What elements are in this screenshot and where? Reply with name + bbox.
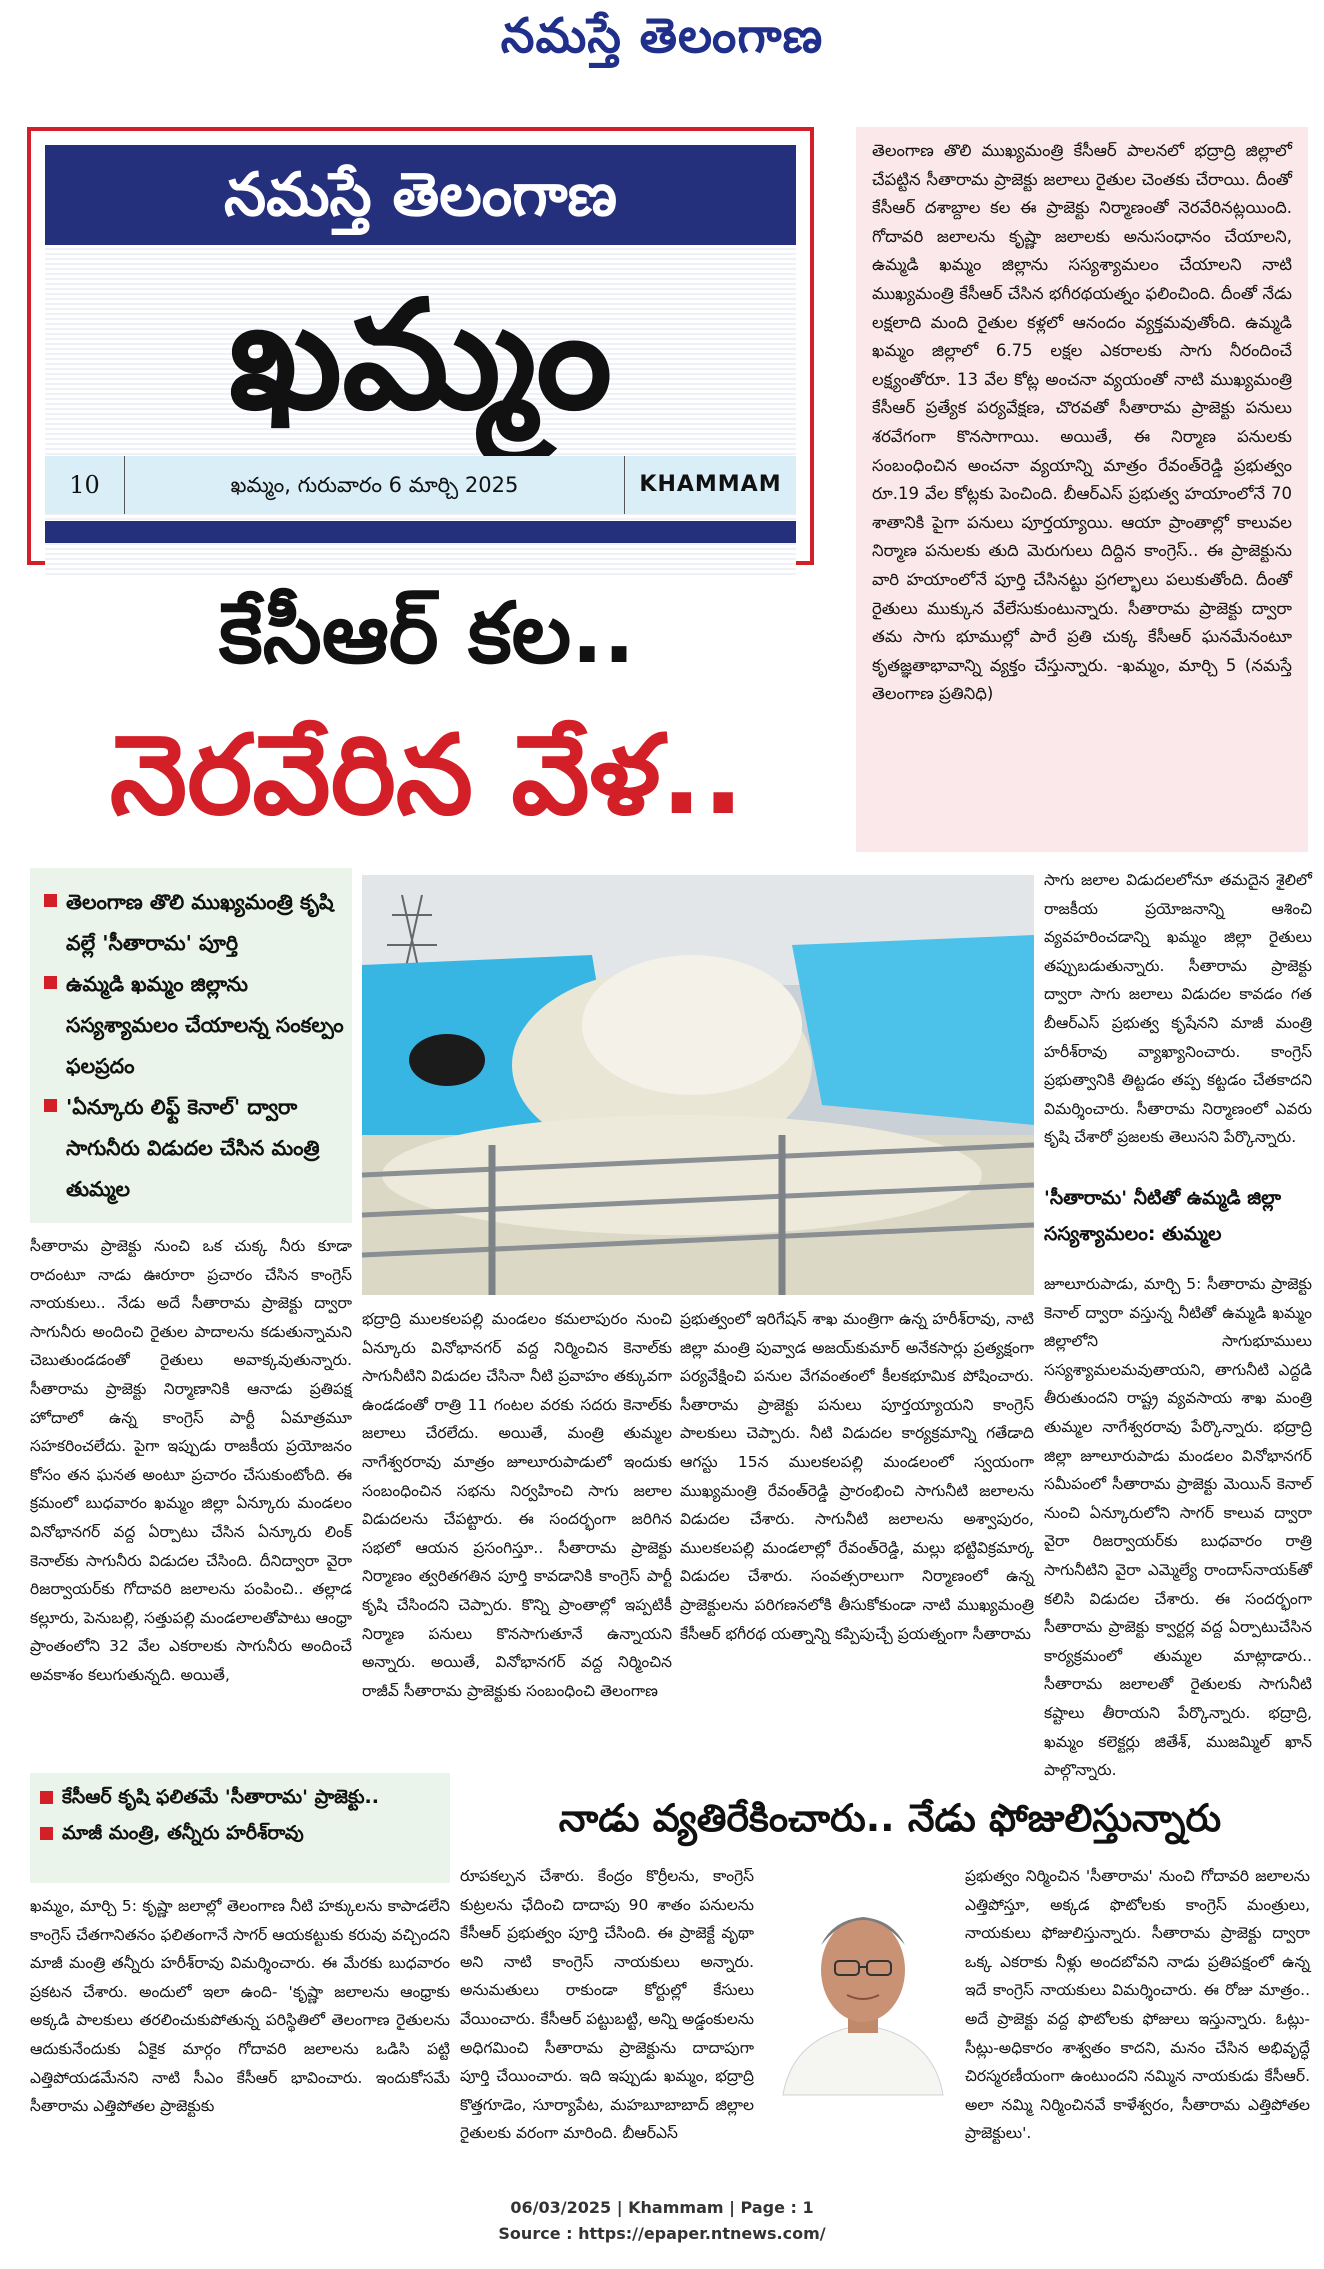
masthead-info-bar — [45, 456, 796, 514]
highlight-item: తెలంగాణ తొలి ముఖ్యమంత్రి కృషి వల్లే 'సీతారామ' పూర్తి — [42, 882, 344, 964]
article-column-3: ప్రభుత్వంలో ఇరిగేషన్ శాఖ మంత్రిగా ఉన్న హరీశ్‌రావు, నాటి జిల్లా మంత్రి పువ్వాడ అజయ్‌కుమార్ అనేకసార్లు ప్రత్యక్షంగా పర్యవేక్షించి పనుల వేగవంతంలో కీలకభూమిక పోషించారు. సీతారామ ప్రాజెక్టు పనులు పూర్తయ్యాయని కాంగ్రెస్ పాలకులు చెప్పారు. నీటి విడుదల కార్యక్రమాన్ని గతేడాది ఆగస్టు 15న ములకలపల్లి మండలంలో స్వయంగా ముఖ్యమంత్రి రేవంత్‌రెడ్డి ప్రారంభించి సాగునీటి జలాలను విడుదల చేశారు. సాగునీటి జలాలను అశ్వాపురం, ములకలపల్లి మండలాల్లో రేవంత్‌రెడ్డి, మల్లు భట్టివిక్రమార్క విడుదల చేశారు. సంవత్సరాలుగా నిర్మాణంలో ఉన్న ప్రాజెక్టులను పరిగణనలోకి తీసుకోకుండా నాటి ముఖ్యమంత్రి కేసీఆర్ భగీరథ యత్నాన్ని కప్పిపుచ్చే ప్రయత్నంగా సీతారామ — [680, 1310, 1034, 1643]
edition-name-en: KHAMMAM — [639, 472, 782, 497]
edition-date: ఖమ్మం, గురువారం 6 మార్చి 2025 — [125, 456, 625, 514]
article-column-1: సీతారామ ప్రాజెక్టు నుంచి ఒక చుక్క నీరు కూడా రాదంటూ నాడు ఊరూరా ప్రచారం చేసిన కాంగ్రెస్ నాయకులు.. నేడు అదే సీతారామ ప్రాజెక్టు ద్వారా సాగునీరు అందించి రైతుల పాదాలను కడుతున్నామని చెబుతుండడంతో రైతులు అవాక్కవుతున్నారు. సీతారామ ప్రాజెక్టు నిర్మాణానికి ఆనాడు ప్రతిపక్ష హోదాలో ఉన్న కాంగ్రెస్ పార్టీ ఏమాత్రమూ సహకరించలేదు. పైగా ఇప్పుడు రాజకీయ ప్రయోజనం కోసం తన ఘనత అంటూ ప్రచారం చేసుకుంటోంది. ఈ క్రమంలో బుధవారం ఖమ్మం జిల్లా ఏన్కూరు మండలం వినోభానగర్ వద్ద ఏర్పాటు చేసిన ఏన్కూరు లింక్ కెనాల్‌కు సాగునీరు విడుదల చేసింది. దీనిద్వారా వైరా రిజర్వాయర్‌కు గోదావరి జలాలను పంపించి.. తల్లాడ కల్లూరు, పెనుబల్లి, సత్తుపల్లి మండలాలతోపాటు ఆంధ్రా ప్రాంతంలోని 32 వేల ఎకరాలకు సాగునీరు అందించే అవకాశం కలుగుతున్నది. అయితే, — [30, 1237, 352, 1684]
bottom-column-1: ఖమ్మం, మార్చి 5: కృష్ణా జలాల్లో తెలంగాణ నీటి హక్కులను కాపాడలేని కాంగ్రెస్ చేతగానితనం ఫలితంగానే సాగర్ ఆయకట్టుకు కరువు వచ్చిందని మాజీ మంత్రి తన్నీరు హరీశ్‌రావు విమర్శించారు. ఈ మేరకు బుధవారం ప్రకటన చేశారు. అందులో ఇలా ఉంది- 'కృష్ణా జలాలను ఆంధ్రాకు అక్కడి పాలకులు తరలించుకుపోతున్న పరిస్థితిలో తెలంగాణ రైతులను ఆదుకునేందుకు ఏకైక మార్గం గోదావరి జలాలను ఒడిసి పట్టి ఎత్తిపోయడమేనని నాటి సీఎం కేసీఆర్ భావించారు. ఇందుకోసమే సీతారామ ఎత్తిపోతల ప్రాజెక్టుకు — [30, 1897, 450, 2116]
page-number: 10 — [45, 456, 125, 514]
highlight-item: 'ఏన్కూరు లిఫ్ట్ కెనాల్' ద్వారా సాగునీరు విడుదల చేసిన మంత్రి తుమ్మల — [42, 1087, 344, 1210]
highlight-item: మాజీ మంత్రి, తన్నీరు హరీశ్‌రావు — [38, 1815, 444, 1851]
article-column-4b: జూలూరుపాడు, మార్చి 5: సీతారామ ప్రాజెక్టు కెనాల్ ద్వారా వస్తున్న నీటితో ఉమ్మడి ఖమ్మం జిల్లాలోని సాగుభూములు సస్యశ్యామలమవుతాయని, తాగునీటి ఎద్దడి తీరుతుందని రాష్ట్ర వ్యవసాయ శాఖ మంత్రి తుమ్మల నాగేశ్వరరావు పేర్కొన్నారు. భద్రాద్రి జిల్లా జూలూరుపాడు మండలం వినోభానగర్ సమీపంలో సీతారామ ప్రాజెక్టు మెయిన్ కెనాల్ నుంచి ఏన్కూరులోని సాగర్ కాలువ ద్వారా వైరా రిజర్వాయర్‌కు బుధవారం రాత్రి సాగునీటిని వైరా ఎమ్మెల్యే రాందాస్‌నాయక్‌తో కలిసి విడుదల చేశారు. ఈ సందర్భంగా సీతారామ ప్రాజెక్టు క్వార్టర్ల వద్ద ఏర్పాటుచేసిన కార్యక్రమంలో తుమ్మల మాట్లాడారు.. సీతారామ జలాలతో రైతులకు సాగునీటి కష్టాలు తీరాయని పేర్కొన్నారు. భద్రాద్రి, ఖమ్మం కలెక్టర్లు జితేశ్, ముజమ్మిల్ ఖాన్ పాల్గొన్నారు. — [1044, 1275, 1312, 1780]
masthead-edition: ఖమ్మం — [228, 269, 613, 443]
masthead — [27, 127, 814, 565]
article-column-4a: సాగు జలాల విడుదలలోనూ తమదైన శైలిలో రాజకీయ ప్రయోజనాన్ని ఆశించి వ్యవహరించడాన్ని ఖమ్మం జిల్లా రైతులు తప్పుబడుతున్నారు. సీతారామ ప్రాజెక్టు ద్వారా సాగు జలాలు విడుదల కావడం గత బీఆర్ఎస్ ప్రభుత్వ కృషేనని మాజీ మంత్రి హరీశ్‌రావు వ్యాఖ్యానించారు. కాంగ్రెస్ ప్రభుత్వానికి తిట్టడం తప్ప కట్టడం చేతకాదని విమర్శించారు. సీతారామ నిర్మాణంలో ఎవరు కృషి చేశారో ప్రజలకు తెలుసని పేర్కొన్నారు. — [1044, 871, 1312, 1147]
bottom-headline: నాడు వ్యతిరేకించారు.. నేడు ఫోజులిస్తున్నారు — [558, 1796, 1222, 1840]
highlights-box — [30, 868, 352, 1223]
bottom-column-3: ప్రభుత్వం నిర్మించిన 'సీతారామ' నుంచి గోదావరి జలాలను ఎత్తిపోస్తూ, అక్కడ ఫొటోలకు కాంగ్రెస్ మంత్రులు, నాయకులు ఫోజులిస్తున్నారు. సీతారామ ప్రాజెక్టు ద్వారా ఒక్క ఎకరాకు నీళ్లు అందబోవని నాడు ప్రతిపక్షంలో ఉన్న ఇదే కాంగ్రెస్ నాయకులు విమర్శించారు. ఈ రోజు మాత్రం.. అదే ప్రాజెక్టు వద్ద ఫొటోలకు ఫోజులు ఇస్తున్నారు. ఓట్లు-సీట్లు-అధికారం శాశ్వతం కాదని, మనం చేసిన అభివృద్ధే చిరస్మరణీయంగా ఉంటుందని నమ్మిన నాయకుడు కేసీఆర్. అలా నమ్మి నిర్మించినవే కాళేశ్వరం, సీతారామ ఎత్తిపోతల ప్రాజెక్టులు'. — [965, 1867, 1310, 2143]
harish-rao-portrait — [763, 1865, 963, 2095]
bottom-column-2: రూపకల్పన చేశారు. కేంద్రం కొర్రీలను, కాంగ్రెస్ కుట్రలను ఛేదించి దాదాపు 90 శాతం పనులను కేసీఆర్ ప్రభుత్వం పూర్తి చేసింది. ఈ ప్రాజెక్టే వృథా అని నాటి కాంగ్రెస్ నాయకులు అన్నారు. అనుమతులు రాకుండా కోర్టుల్లో కేసులు వేయించారు. కేసీఆర్ పట్టుబట్టి, అన్ని అడ్డంకులను అధిగమించి సీతారామ ప్రాజెక్టును దాదాపుగా పూర్తి చేయించారు. ఇది ఇప్పుడు ఖమ్మం, భద్రాద్రి కొత్తగూడెం, సూర్యాపేట, మహబూబాబాద్ జిల్లాల రైతులకు వరంగా మారింది. బీఆర్ఎస్ — [460, 1867, 754, 2143]
subheading: 'సీతారామ' నీటితో ఉమ్మడి జిల్లా సస్యశ్యామలం: తుమ్మల — [1044, 1187, 1282, 1245]
highlight-item: ఉమ్మడి ఖమ్మం జిల్లాను సస్యశ్యామలం చేయాలన్న సంకల్పం ఫలప్రదం — [42, 964, 344, 1087]
masthead-paper-name: నమస్తే తెలంగాణ — [45, 145, 796, 245]
masthead-bottom-bar — [45, 521, 796, 543]
newspaper-brand: నమస్తే తెలంగాణ — [500, 8, 824, 64]
headline-line-2: నెరవేరిన వేళ.. — [109, 711, 745, 839]
footer-source: Source : https://epaper.ntnews.com/ — [498, 2224, 826, 2243]
canal-water-release-photo — [362, 875, 1034, 1295]
headline-line-1: కేసీఆర్ కల.. — [218, 584, 636, 682]
highlight-item: కేసీఆర్ కృషి ఫలితమే 'సీతారామ' ప్రాజెక్టు.. — [38, 1779, 444, 1815]
footer-edition-info: 06/03/2025 | Khammam | Page : 1 — [510, 2198, 814, 2217]
article-column-2: భద్రాద్రి ములకలపల్లి మండలం కమలాపురం నుంచి ఏన్కూరు వినోభానగర్ వద్ద నిర్మించిన కెనాల్‌కు సాగునీటిని విడుదల చేసినా నీటి ప్రవాహం తక్కువగా ఉండడంతో రాత్రి 11 గంటల వరకు సదరు కెనాల్‌కు జలాలు చేరలేదు. అయితే, మంత్రి తుమ్మల నాగేశ్వరరావు మాత్రం జూలూరుపాడులో ఇందుకు సంబంధించిన సభను నిర్వహించి సాగు జలాల విడుదలను చేపట్టారు. ఈ సందర్భంగా జరిగిన సభలో ఆయన ప్రసంగిస్తూ.. సీతారామ ప్రాజెక్టు నిర్మాణం త్వరితగతిన పూర్తి కావడానికి కాంగ్రెస్ పార్టీ కృషి చేసిందని చెప్పారు. కొన్ని ప్రాంతాల్లో ఇప్పటికీ నిర్మాణ పనులు కొనసాగుతూనే ఉన్నాయని అన్నారు. అయితే, వినోభానగర్ వద్ద నిర్మించిన రాజీవ్ సీతారామ ప్రాజెక్టుకు సంబంధించి తెలంగాణ — [362, 1310, 672, 1700]
bottom-highlights — [30, 1773, 450, 1883]
sidebar-article: తెలంగాణ తొలి ముఖ్యమంత్రి కేసీఆర్ పాలనలో భద్రాద్రి జిల్లాలో చేపట్టిన సీతారామ ప్రాజెక్టు జలాలు రైతుల చెంతకు చేరాయి. దీంతో కేసీఆర్ దశాబ్దాల కల ఈ ప్రాజెక్టు నిర్మాణంతో నెరవేరినట్లయింది. గోదావరి జలాలను కృష్ణా జలాలకు అనుసంధానం చేయాలని, ఉమ్మడి ఖమ్మం జిల్లాను సస్యశ్యామలం చేయాలని నాటి ముఖ్యమంత్రి కేసీఆర్ చేసిన భగీరథయత్నం ఫలించింది. దీంతో నేడు లక్షలాది మంది రైతుల కళ్లలో ఆనందం వ్యక్తమవుతోంది. ఉమ్మడి ఖమ్మం జిల్లాలో 6.75 లక్షల ఎకరాలకు సాగు నీరందించే లక్ష్యంతోరూ. 13 వేల కోట్ల అంచనా వ్యయంతో నాటి ముఖ్యమంత్రి కేసీఆర్ ప్రత్యేక పర్యవేక్షణ, చొరవతో సీతారామ ప్రాజెక్టు పనులు శరవేగంగా కొనసాగాయి. అయితే, ఈ నిర్మాణ పనులకు సంబంధించిన అంచనా వ్యయాన్ని మాత్రం రేవంత్‌రెడ్డి ప్రభుత్వం రూ.19 వేల కోట్లకు పెంచింది. బీఆర్ఎస్ ప్రభుత్వ హయాంలోనే 70 శాతానికి పైగా పనులు పూర్తయ్యాయి. ఆయా ప్రాంతాల్లో కాలువల నిర్మాణ పనులకు తుది మెరుగులు దిద్దిన కాంగ్రెస్.. ఈ ప్రాజెక్టును వారి హయాంలోనే పూర్తి చేసినట్టు ప్రగల్భాలు పలుకుతోంది. దీంతో రైతులు ముక్కున వేలేసుకుంటున్నారు. సీతారామ ప్రాజెక్టు ద్వారా తమ సాగు భూముల్లో పారే ప్రతి చుక్క కేసీఆర్ ఘనమేనంటూ కృతజ్ఞతాభావాన్ని వ్యక్తం చేస్తున్నారు. -ఖమ్మం, మార్చి 5 (నమస్తే తెలంగాణ ప్రతినిధి) — [856, 127, 1308, 852]
